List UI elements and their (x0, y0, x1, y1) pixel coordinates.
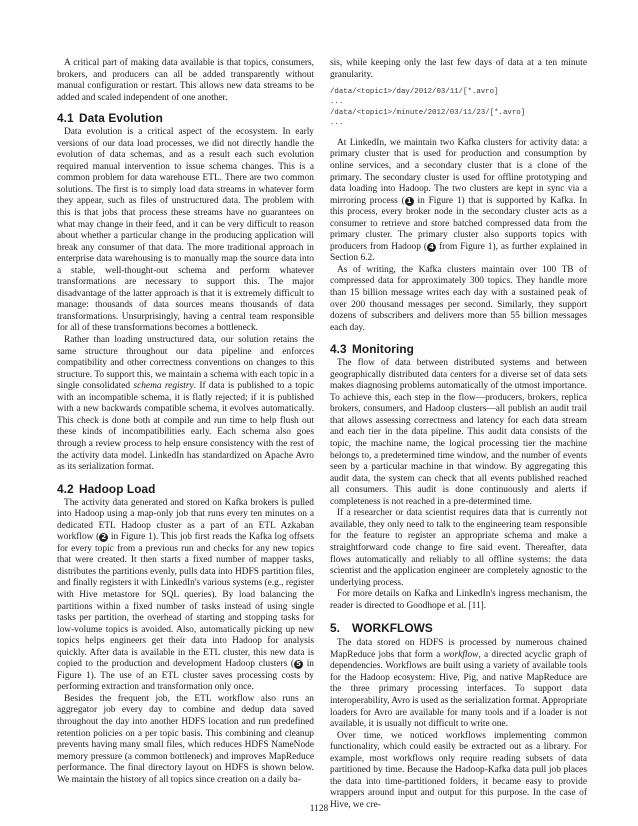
section-number: 4.1 (57, 111, 74, 126)
section-heading-4-2 (57, 482, 314, 496)
text-run: in Figure 1) that is supported by Kafka. In this process, every broker node in the secondary cluster acts as a consumer to retrieve and store batched compressed data from the primary cluster. The primary cluster also supports topics with producers from Hadoop ( (330, 195, 588, 252)
text-run: in Figure 1). The use of an ETL cluster saves processing costs by performing extraction and transformation only once. (57, 659, 314, 693)
page-number: 1128 (309, 804, 329, 814)
code-line: ... (330, 98, 344, 107)
code-block-directory-layout (330, 87, 587, 128)
paragraph-hadoop-load-1 (57, 498, 314, 694)
code-line: /data/<topic1>/minute/2012/03/11/23/[*.avro] (330, 108, 526, 117)
paragraph-monitoring-2: If a researcher or data scientist requires data that is currently not available, they only need to talk to the engineering team responsible for the feature to register an appropriate schema and make a straightforward code change to fire said event. Thereafter, data flows automatically and reliably to all offline systems: the data scientist and the application engineer are completely agnostic to the underlying process. (330, 508, 587, 588)
paragraph-workflows-1 (330, 638, 587, 730)
section-title: Hadoop Load (79, 481, 156, 496)
figure-marker-1-icon: 1 (405, 197, 414, 206)
section-number: 4.3 (330, 342, 347, 357)
section-heading-4-1 (57, 111, 314, 125)
text-run: Rather than loading unstructured data, our solution retains the same structure throughout our data pipeline and enforces compatibility and other correctness conventions on changes to this structure. To support this, we maintain a schema with each topic in a single consolidated (57, 335, 314, 392)
paragraph-data-evolution-2 (57, 335, 314, 474)
paragraph-monitoring-3: For more details on Kafka and LinkedIn's ingress mechanism, the reader is directed to Goodhope et al. [11]. (330, 589, 587, 611)
code-line: /data/<topic1>/day/2012/03/11/[*.avro] (330, 88, 499, 97)
paragraph-kafka-stats: As of writing, the Kafka clusters maintain over 100 TB of compressed data for approximately 300 topics. They handle more than 15 billion message writes each day with a sustained peak of over 200 thousand messages per second. Similarly, they support dozens of subscribers and delivers more than 55 billion messages each day. (330, 264, 587, 333)
figure-marker-4-icon: 4 (427, 243, 436, 252)
code-line: ... (330, 118, 344, 127)
paragraph-hadoop-load-2: Besides the frequent job, the ETL workflow also runs an aggregator job every day to combine and dedup data saved throughout the day into another HDFS location and run predefined retention policies on a per topic basis. This combining and cleanup prevents having many small files, which reduces HDFS NameNode memory pressure (a common bottleneck) and improves MapReduce performance. The final directory layout on HDFS is shown below. We maintain the history of all topics since creation on a daily ba- (57, 693, 314, 785)
figure-marker-5-icon: 5 (294, 660, 303, 669)
figure-marker-2-icon: 2 (99, 533, 108, 542)
section-heading-5 (330, 621, 587, 635)
paragraph-continued: sis, while keeping only the last few days of data at a ten minute granularity. (330, 58, 587, 80)
section-heading-4-3 (330, 342, 587, 356)
paragraph-workflows-2: Over time, we noticed workflows implementing common functionality, which could easily be extracted out as a library. For example, most workflows only require reading subsets of data partitioned by time. Because the Hadoop-Kafka data pull job places the data into time-partitioned folders, it became easy to provide wrappers around input and output for this purpose. In the case of Hive, we cre- (330, 730, 587, 810)
paragraph-kafka-clusters (330, 138, 587, 265)
paragraph-intro: A critical part of making data available is that topics, consumers, brokers, and producers can all be added transparently without manual configuration or restart. This allows new data streams to be added and scaled independent of one another. (57, 58, 314, 103)
section-number: 4.2 (57, 481, 74, 496)
text-run: At LinkedIn, we maintain two Kafka clusters for activity data: a primary cluster that is used for production and consumption by online services, and a secondary cluster that is a clone of the primary. The secondary cluster is used for offline prototyping and data loading into Hadoop. The two clusters are kept in sync via a mirroring process ( (330, 137, 587, 206)
section-title: Monitoring (352, 342, 414, 357)
section-number: 5. (330, 621, 341, 636)
emphasis-schema-registry: schema registry (133, 381, 194, 392)
right-column (330, 58, 587, 811)
text-run: , a directed acyclic graph of dependencies. Workflows are built using a variety of available tools for the Hadoop ecosystem: Hive, Pig, and native MapReduce are the three primary processing interfaces. To support data interoperability, Avro is used as the serialization format. Appropriate loaders for Avro are available for many tools and if a loader is not available, it is usually not difficult to write one. (330, 649, 587, 730)
text-run: The data stored on HDFS is processed by numerous chained MapReduce jobs that form a (330, 638, 587, 660)
text-run: . If data is published to a topic with an incompatible schema, it is flatly rejected; if it is published with a new backwards compatible schema, it evolves automatically. This check is done both at compile and run time to help flush out these kinds of incompatibilities early. Each schema also goes through a review process to help ensure consistency with the rest of the activity data model. LinkedIn has standardized on Apache Avro as its serialization format. (57, 381, 314, 473)
paragraph-monitoring-1: The flow of data between distributed systems and between geographically distributed data centers for a diverse set of data sets makes diagnosing problems automatically of the utmost importance. To achieve this, each step in the flow—producers, brokers, replica brokers, consumers, and Hadoop clusters—all publish an audit trail that allows assessing correctness and latency for each data stream and each tier in the data pipeline. This audit data consists of the topic, the machine name, the logical processing tier the machine belongs to, a predetermined time window, and the number of events seen by a particular machine in that window. By aggregating this audit data, the system can check that all events published reached all consumers. This audit is done continuously and alerts if completeness is not reached in a pre-determined time. (330, 358, 587, 507)
emphasis-workflow: workflow (443, 649, 479, 660)
text-run: in Figure 1). This job first reads the Kafka log offsets for every topic from a previous run and checks for any new topics that were created. It then starts a fixed number of mapper tasks, distributes the partitions evenly, pulls data into HDFS partition files, and finally registers it with LinkedIn's various systems (e.g., register with Hive metastore for SQL queries). By load balancing the partitions within a fixed number of tasks instead of using single tasks per partition, the overhead of starting and stopping tasks for low-volume topics is avoided. Also, automatically picking up new topics helps engineers get their data into Hadoop for analysis quickly. After data is available in the ETL cluster, this new data is copied to the production and development Hadoop clusters ( (57, 532, 314, 670)
section-title: WORKFLOWS (352, 621, 433, 636)
left-column (57, 58, 314, 786)
text-run: The activity data generated and stored on Kafka brokers is pulled into Hadoop using a map-only job that runs every ten minutes on a dedicated ETL Hadoop cluster as a part of an ETL Azkaban workflow ( (57, 497, 314, 543)
section-title: Data Evolution (79, 111, 163, 126)
paragraph-data-evolution-1: Data evolution is a critical aspect of the ecosystem. In early versions of our data load processes, we did not directly handle the evolution of data schemas, and as a result each such evolution required manual intervention to issue schema changes. This is a common problem for data warehouse ETL. There are two common solutions. The first is to simply load data streams in whatever form they appear, such as files of unstructured data. The problem with this is that jobs that process these streams have no guarantees on what may change in their feed, and it can be very difficult to reason about whether a particular change in the producing application will break any consumer of that data. The more traditional approach in enterprise data warehousing is to manually map the source data into a stable, well-thought-out schema and perform whatever transformations are necessary to support this. The major disadvantage of the latter approach is that it is extremely difficult to manage: thousands of data sources means thousands of data transformations. Unsurprisingly, having a central team responsible for all of these transformations becomes a bottleneck. (57, 127, 314, 334)
text-run: from Figure 1), as further explained in Section 6.2. (330, 241, 588, 264)
